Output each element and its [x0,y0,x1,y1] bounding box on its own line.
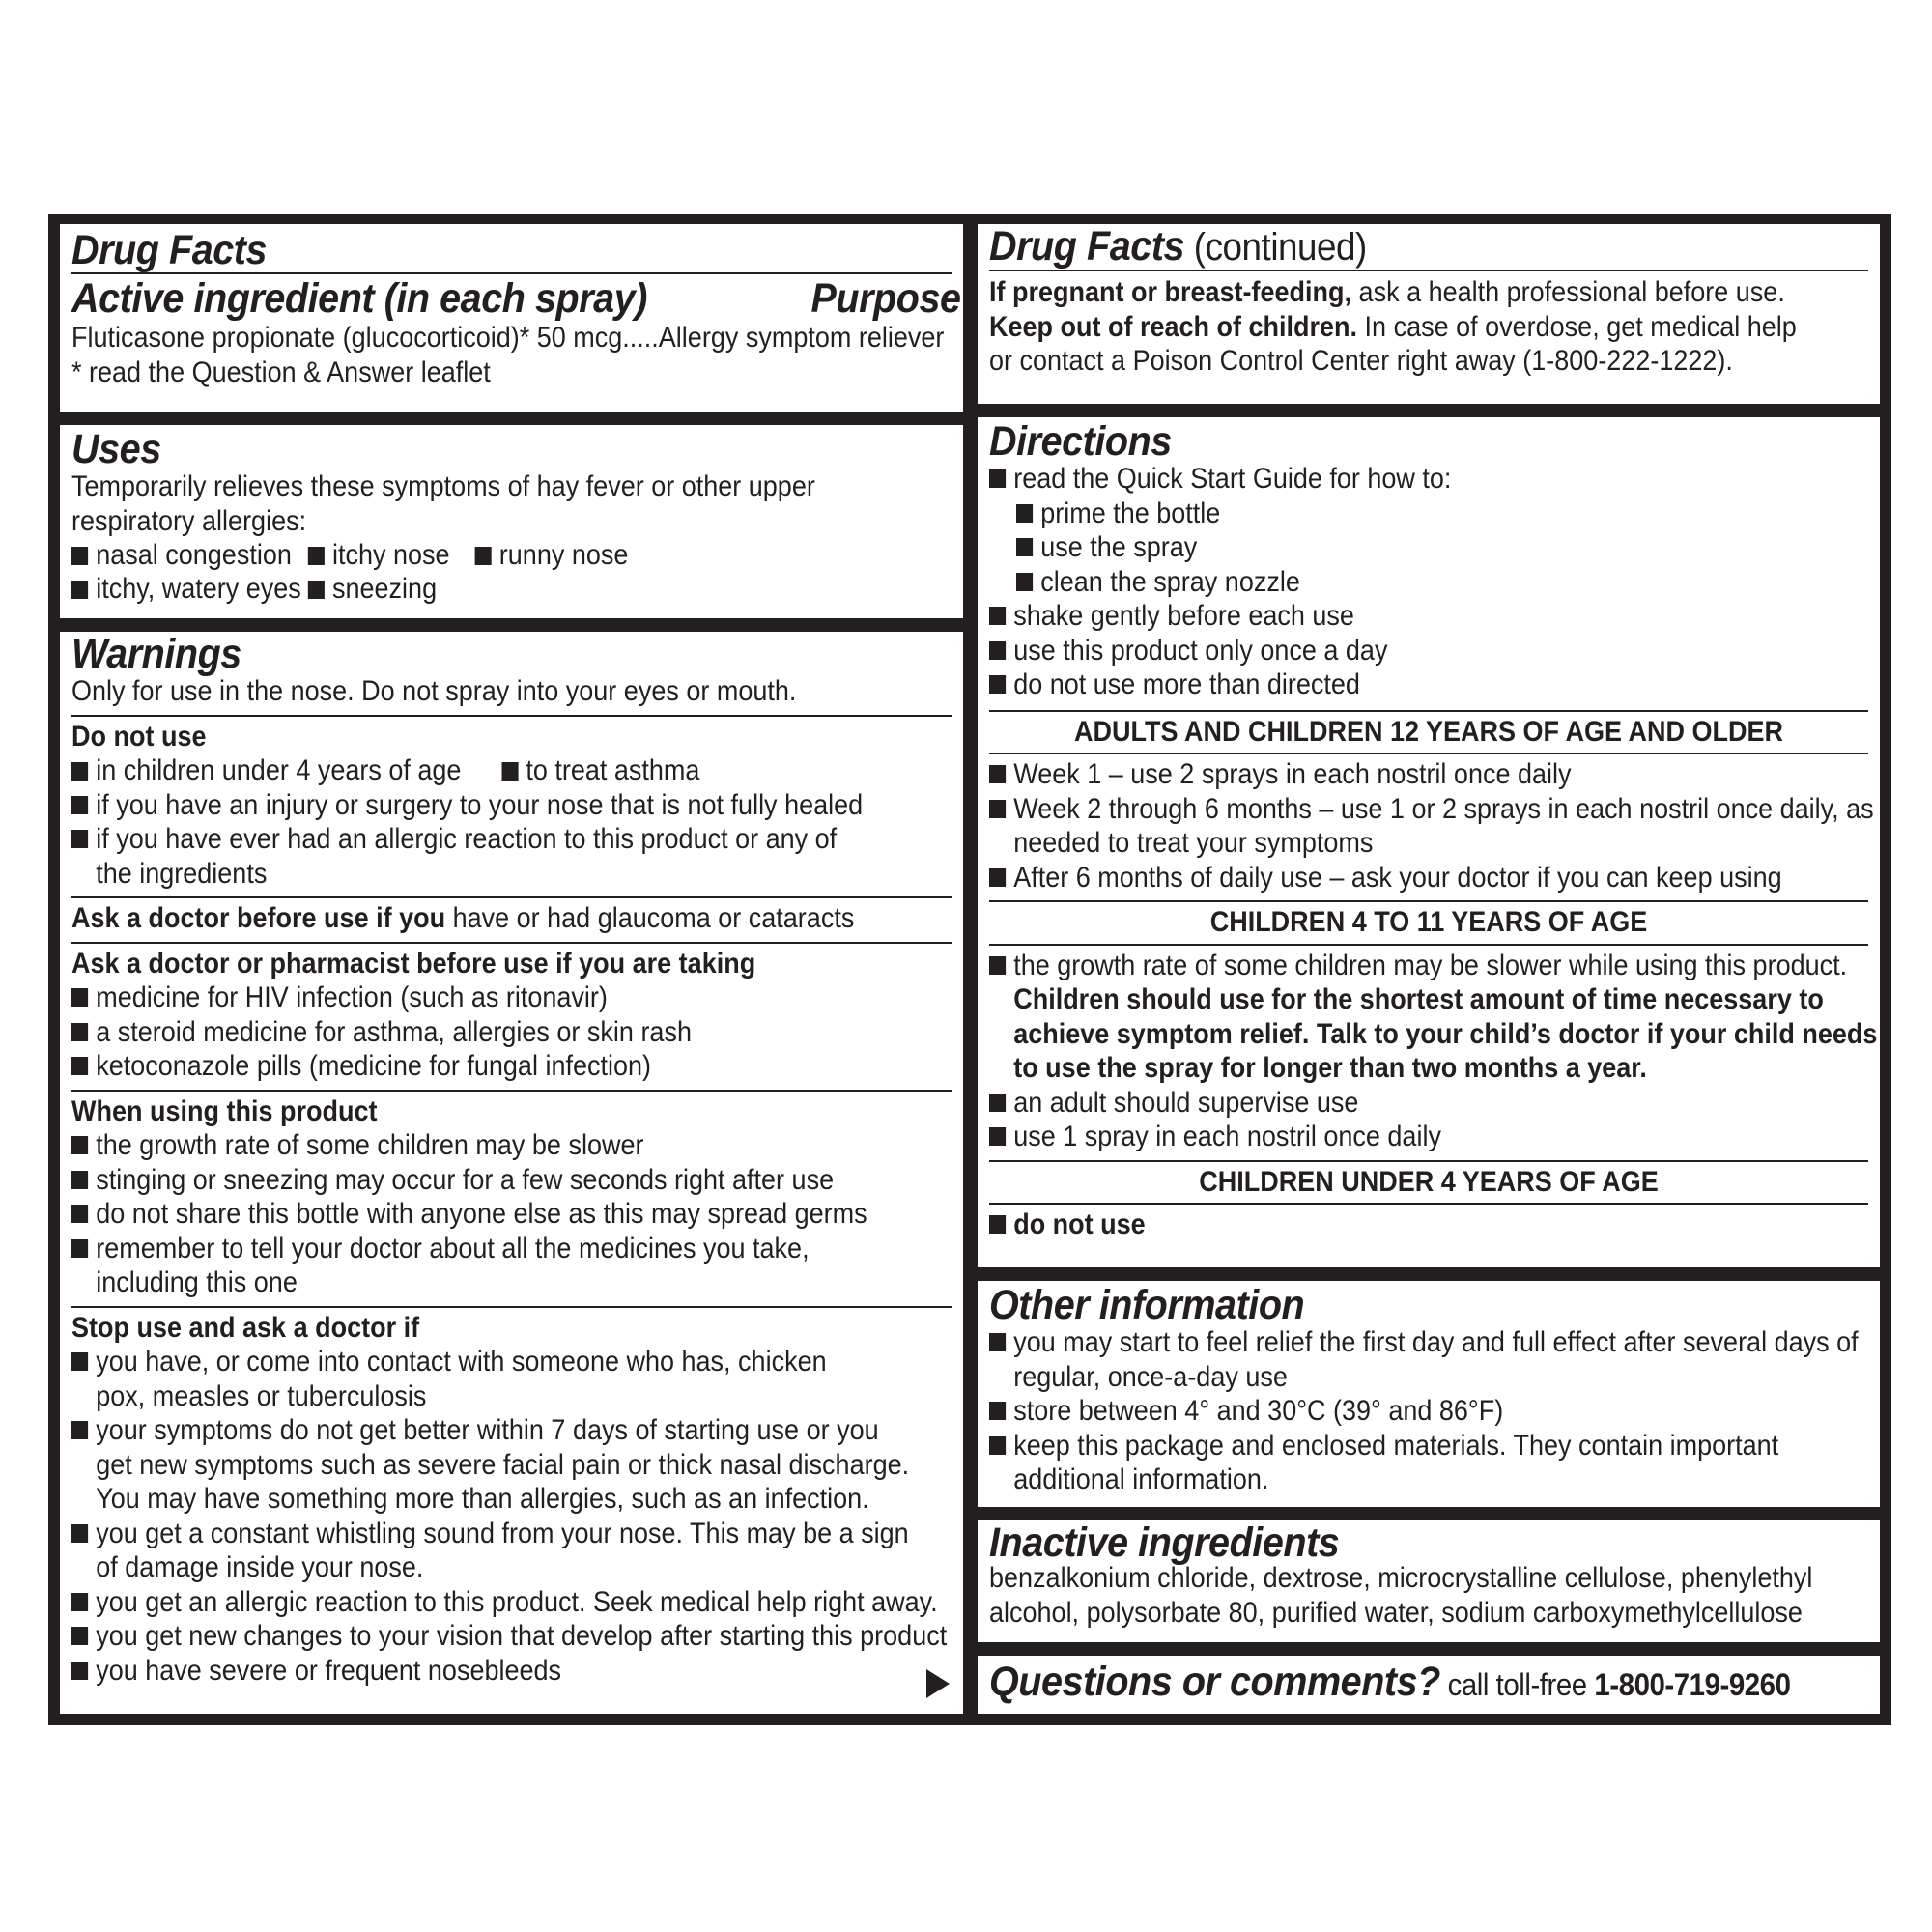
directions-heading: Directions [989,418,1172,465]
bullet-square-icon [71,1171,88,1189]
inactive-ingredients-text: benzalkonium chloride, dextrose, microcrystalline cellulose, phenylethyl alcohol, polysorbate 80, purified water, sodium carboxymethylcellulose [989,1562,1813,1629]
list-item: read the Quick Start Guide for how to: [989,462,1780,497]
bullet-square-icon [71,547,88,565]
list-item: if you have an injury or surgery to your nose that is not fully healed [71,788,864,823]
list-item: itchy, watery eyes [71,572,301,607]
bullet-square-icon [71,1421,88,1439]
list-item: to treat asthma [501,754,699,786]
divider [989,1203,1868,1205]
left-panel-active-ingredient [60,224,963,412]
right-panel-questions [978,1656,1880,1714]
list-item: Week 2 through 6 months – use 1 or 2 sprays in each nostril once daily, as needed to treat your symptoms [989,792,1900,861]
other-information-heading: Other information [989,1282,1305,1328]
bullet-square-icon [989,1402,1006,1420]
bullet-square-icon [71,1136,88,1154]
divider [71,942,952,944]
list-item: remember to tell your doctor about all the medicines you take, including this one [71,1232,878,1300]
list-item: you get new changes to your vision that develop after starting this product [71,1619,864,1654]
list-item: medicine for HIV infection (such as ritonavir) [71,980,864,1015]
list-item: ketoconazole pills (medicine for fungal infection) [71,1049,864,1084]
bullet-square-icon [71,1239,88,1258]
drug-facts-continued-title: Drug Facts (continued) [989,223,1367,270]
right-panel-other-information [978,1281,1880,1507]
list-item: use this product only once a day [989,634,1780,668]
bullet-square-icon [308,581,325,599]
list-item: After 6 months of daily use – ask your doctor if you can keep using [989,861,1780,895]
under4-heading: CHILDREN UNDER 4 YEARS OF AGE [1199,1165,1659,1198]
divider [989,710,1868,712]
bullet-square-icon [71,1057,88,1075]
list-item: clean the spray nozzle [1016,565,1783,600]
bullet-square-icon [71,581,88,599]
warnings-intro: Only for use in the nose. Do not spray into your eyes or mouth. [71,675,797,707]
bullet-square-icon [989,868,1006,887]
list-item: stinging or sneezing may occur for a few seconds right after use [71,1163,864,1198]
active-ingredient-note: * read the Question & Answer leaflet [71,355,491,388]
uses-list [71,538,864,608]
when-using-heading: When using this product [71,1094,378,1127]
bullet-square-icon [71,1662,88,1680]
bullet-square-icon [989,675,1006,694]
bullet-square-icon [989,800,1006,818]
bullet-square-icon [71,1352,88,1371]
bullet-square-icon [989,765,1006,783]
bullet-square-icon [1016,538,1033,556]
right-panel-directions [978,417,1880,1267]
list-item: in children under 4 years of age [71,754,461,786]
uses-intro: Temporarily relieves these symptoms of hay fever or other upper respiratory allergies: [71,470,815,537]
bullet-square-icon [71,762,88,781]
bullet-square-icon [71,1593,88,1611]
bullet-square-icon [501,762,518,781]
list-item: shake gently before each use [989,599,1780,634]
list-item: your symptoms do not get better within 7 days of starting use or you get new symptoms such as severe facial pain or thick nasal discharge. You may have something more than allergies, such as an infection. [71,1413,913,1517]
list-item: you get an allergic reaction to this product. Seek medical help right away. [71,1585,864,1620]
right-panel-continued [978,224,1880,404]
list-item: the growth rate of some children may be slower [71,1128,864,1163]
bullet-square-icon [1016,504,1033,523]
list-item: you have severe or frequent nosebleeds [71,1654,864,1689]
list-item: if you have ever had an allergic reaction to this product or any of the ingredients [71,822,861,891]
list-item: do not use more than directed [989,668,1780,702]
bullet-square-icon [71,830,88,848]
purpose-heading: Purpose [810,275,961,322]
uses-heading: Uses [71,426,161,472]
bullet-square-icon [1016,573,1033,591]
bullet-square-icon [71,1023,88,1041]
ask-pharmacist-heading: Ask a doctor or pharmacist before use if you are taking [71,947,756,980]
list-item: an adult should supervise use [989,1086,1780,1121]
divider [989,900,1868,902]
adults-heading: ADULTS AND CHILDREN 12 YEARS OF AGE AND OLDER [1073,715,1784,748]
left-panel-uses [60,425,963,618]
bullet-square-icon [475,547,492,565]
left-panel-warnings [60,632,963,1714]
bullet-square-icon [989,1094,1006,1112]
bullet-square-icon [71,796,88,814]
list-item: do not share this bottle with anyone else as this may spread germs [71,1197,864,1232]
divider [989,1160,1868,1162]
bullet-square-icon [989,469,1006,488]
warnings-heading: Warnings [71,631,242,677]
bullet-square-icon [989,607,1006,625]
bullet-square-icon [71,1205,88,1223]
bullet-square-icon [989,1436,1006,1455]
list-item: store between 4° and 30°C (39° and 86°F) [989,1394,1780,1429]
list-item: a steroid medicine for asthma, allergies or skin rash [71,1015,864,1050]
divider [989,944,1868,946]
questions-line: Questions or comments? call toll-free 1-800-719-9260 [989,1659,1791,1705]
list-item: nasal congestion [71,538,292,573]
bullet-square-icon [71,988,88,1007]
list-item: itchy nose [308,538,450,573]
active-ingredient-heading: Active ingredient (in each spray) [71,275,647,322]
list-item: Week 1 – use 2 sprays in each nostril once daily [989,757,1780,792]
inactive-ingredients-heading: Inactive ingredients [989,1520,1340,1566]
do-not-use-heading: Do not use [71,720,207,753]
divider [989,753,1868,754]
ask-doctor-line: Ask a doctor before use if you have or had glaucoma or cataracts [71,902,855,934]
bullet-square-icon [989,1333,1006,1351]
bullet-square-icon [989,956,1006,975]
divider [71,896,952,898]
children-heading: CHILDREN 4 TO 11 YEARS OF AGE [1209,906,1648,938]
bullet-square-icon [308,547,325,565]
bullet-square-icon [71,1524,88,1543]
list-item: the growth rate of some children may be slower while using this product. Children should use for the shortest amount of time necessary to achieve symptom relief. Talk to your child’s doctor if your child needs to use the spray for longer than two months a year. [989,949,1900,1086]
do-not-use-row [71,753,864,788]
list-item: do not use [989,1208,1780,1242]
divider [71,1090,952,1092]
stop-use-heading: Stop use and ask a doctor if [71,1311,420,1344]
divider [71,1306,952,1308]
active-ingredient-line: Fluticasone propionate (glucocorticoid)* 50 mcg.....Allergy symptom reliever [71,322,945,354]
list-item: use the spray [1016,530,1783,565]
list-item: sneezing [308,572,437,607]
list-item: you may start to feel relief the first day and full effect after several days of regular, once-a-day use [989,1325,1883,1394]
list-item: use 1 spray in each nostril once daily [989,1120,1780,1154]
bullet-square-icon [989,1127,1006,1146]
continue-arrow-icon [926,1669,950,1698]
keep-out-line: Keep out of reach of children. In case of overdose, get medical help or contact a Poison Control Center right away (1-800-222-1222). [989,310,1797,377]
list-item: keep this package and enclosed materials. They contain important additional information. [989,1429,1848,1497]
list-item: runny nose [475,538,629,573]
pregnant-line: If pregnant or breast-feeding, ask a health professional before use. [989,276,1785,308]
right-panel-inactive-ingredients [978,1520,1880,1642]
divider [71,715,952,717]
list-item: you have, or come into contact with someone who has, chicken pox, measles or tuberculosis [71,1345,861,1413]
drug-facts-title: Drug Facts [71,227,268,273]
list-item: you get a constant whistling sound from your nose. This may be a sign of damage inside your nose. [71,1517,922,1585]
bullet-square-icon [989,1215,1006,1234]
list-item: prime the bottle [1016,497,1783,531]
bullet-square-icon [71,1627,88,1645]
bullet-square-icon [989,641,1006,660]
